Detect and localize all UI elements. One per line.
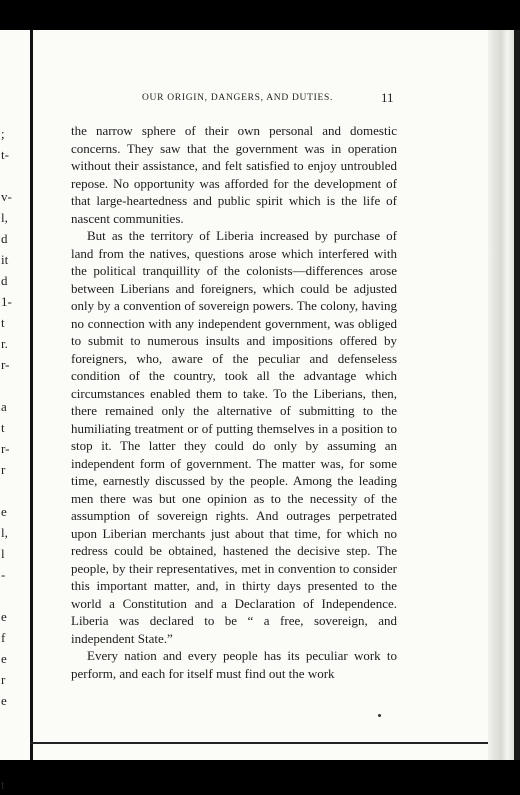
ink-speck <box>378 714 381 717</box>
facing-page-fragment: f <box>1 630 6 645</box>
page-number: 11 <box>381 90 394 105</box>
facing-page-fragment: l, <box>1 210 8 225</box>
facing-page-fragment: a <box>1 399 7 414</box>
gutter-shadow-line <box>30 30 33 760</box>
facing-page-fragment: l, <box>1 525 8 540</box>
facing-page-fragment <box>1 165 25 186</box>
facing-page-fragment: r- <box>1 357 10 372</box>
facing-page-fragment: r. <box>1 336 8 351</box>
facing-page-fragment: t <box>1 777 5 792</box>
facing-page-fragment: r- <box>1 441 10 456</box>
paragraph-3: Every nation and every people has its peculiar work to perform, and each for itself must find out the work <box>71 648 397 681</box>
facing-page-fragment: t <box>1 420 5 435</box>
facing-page-fragment <box>1 375 25 396</box>
facing-page-fragment: it <box>1 252 9 267</box>
facing-page-fragment <box>1 753 25 774</box>
facing-page-fragment <box>1 711 25 732</box>
page-bottom-edge <box>30 742 488 744</box>
facing-page-fragment: 1- <box>1 294 12 309</box>
facing-page-fragment: e <box>1 693 7 708</box>
facing-page-fragment <box>1 732 25 753</box>
facing-page-fragment: r <box>1 462 6 477</box>
facing-page-fragment: d <box>1 231 8 246</box>
facing-page-fragment <box>1 585 25 606</box>
facing-page-fragment: t- <box>1 147 9 162</box>
book-page <box>0 30 488 792</box>
body-text <box>71 122 397 682</box>
facing-page-fragment: l <box>1 546 5 561</box>
facing-page-fragment: e <box>1 504 7 519</box>
facing-page-fragment <box>1 480 25 501</box>
facing-page-fragment: v- <box>1 189 12 204</box>
facing-page-fragment: e <box>1 609 7 624</box>
paragraph-2: But as the territory of Liberia increased by purchase of land from the natives, questions arose which interfered with the political tranquillity of the colonists—differences arose between Liberians and foreigners, which could be adjusted only by a convention of sovereign powers. The colony, having no connection with any independent government, was obliged to submit to numerous insults and impositions offered by foreigners, who, aware of the peculiar and defenseless condition of the country, took all the advantage which circumstances enabled them to take. To the Liberians, then, there remained only the alternative of submitting to the humiliating treatment or of putting themselves in a position to stop it. The latter they could do only by assuming an independent form of government. The matter was, for some time, earnestly discussed by the people. Among the leading men there was but one opinion as to the necessity of the assumption of sovereign rights. And outrages perpetrated upon Liberian merchants just about that time, for which no redress could be obtained, hastened the decisive step. The people, by their representatives, met in convention to consider this important matter, and, in thirty days presented to the world a Constitution and a Declaration of Independence. Liberia was declared to be “ a free, sovereign, and independent State.” <box>71 228 397 646</box>
facing-page-fragments <box>1 123 25 795</box>
paragraph-1: the narrow sphere of their own personal and domestic concerns. They saw that the government was in operation without their assistance, and felt satisfied to enjoy untroubled repose. No opportunity was afforded for the development of that large-heartedness and public spirit which is the life of nascent communities. <box>71 123 397 226</box>
facing-page-fragment: d <box>1 273 8 288</box>
scan-border <box>514 30 520 760</box>
facing-page-fragment: t <box>1 315 5 330</box>
facing-page-fragment: e <box>1 651 7 666</box>
running-head: OUR ORIGIN, DANGERS, AND DUTIES. <box>142 93 334 103</box>
facing-page-fragment: r <box>1 672 6 687</box>
facing-page-fragment: - <box>1 567 6 582</box>
facing-page-fragment: ; <box>1 126 5 141</box>
